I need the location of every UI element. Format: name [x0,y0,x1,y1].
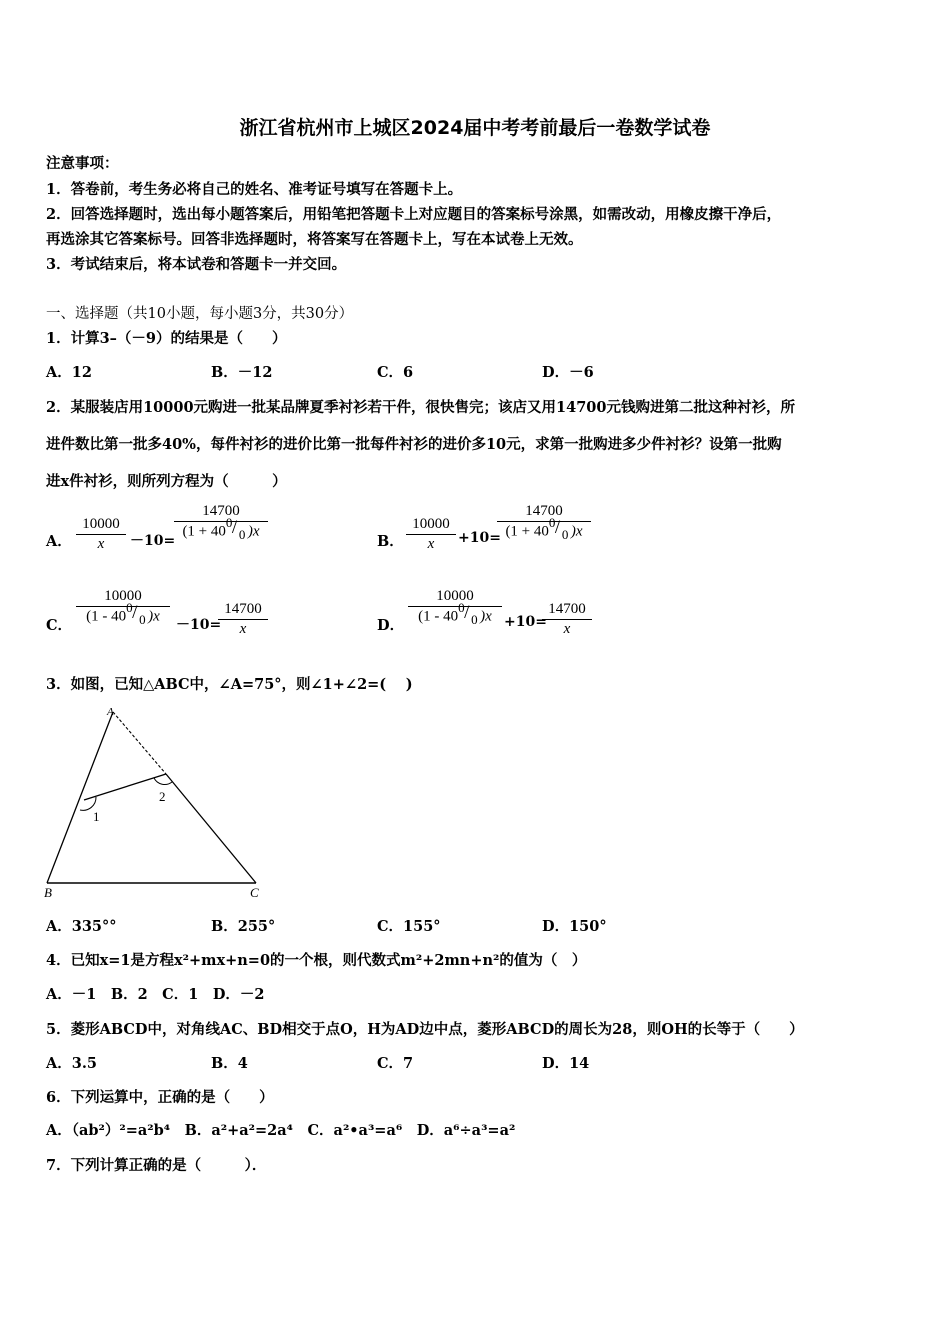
q5-option-a: A．3.5 [46,1055,97,1072]
q3-option-b: B．255° [211,918,276,935]
vertex-a-label: A [107,706,114,718]
q2-option-d-label: D． [377,617,405,634]
q2-d-left-fraction: 10000 (1 - 40 0 / 0 )x [408,588,502,626]
side-ad-dashed [113,712,166,774]
q2-stem-line: 进x件衬衫，则所列方程为（ ） [46,473,287,490]
q2-a-right-fraction: 14700 (1 + 40 0 / 0 )x [174,503,268,541]
q7-stem: 7．下列计算正确的是（ ）． [46,1157,267,1174]
q2-option-c-label: C． [46,617,73,634]
side-ab [47,712,113,883]
q1-option-c: C．6 [377,364,414,381]
q2-b-right-fraction: 14700 (1 + 40 0 / 0 )x [497,503,591,541]
vertex-c-label: C [250,885,259,900]
q3-triangle-figure [40,700,280,905]
q2-c-left-fraction: 10000 (1 - 40 0 / 0 )x [76,588,170,626]
section-heading: 一、选择题（共10小题，每小题3分，共30分） [46,306,354,322]
q1-option-d: D．－6 [542,364,594,381]
q4-stem: 4．已知x=1是方程x²+mx+n=0的一个根，则代数式m²+2mn+n²的值为（ ） [46,952,587,969]
vertex-b-label: B [44,885,52,900]
q2-a-left-fraction: 10000 x [76,516,126,553]
q1-stem: 1．计算3–（－9）的结果是（ ） [46,330,287,347]
q3-option-c: C．155° [377,918,441,935]
notice-item: 3．考试结束后，将本试卷和答题卡一并交回。 [46,256,347,273]
q6-stem: 6．下列运算中，正确的是（ ） [46,1089,274,1106]
q6-options: A．（ab²）²=a²b⁴ B．a²+a²=2a⁴ C．a²•a³=a⁶ D．a⁶÷a³=a² [46,1122,516,1139]
q1-option-b: B．－12 [211,364,273,381]
q2-b-left-fraction: 10000 x [406,516,456,553]
page-title: 浙江省杭州市上城区2024届中考考前最后一卷数学试卷 [239,117,711,139]
q2-d-operator: +10= [504,614,547,630]
q5-option-d: D．14 [542,1055,590,1072]
notice-item: 再选涂其它答案标号。回答非选择题时，将答案写在答题卡上，写在本试卷上无效。 [46,231,583,248]
angle1-label: 1 [93,809,100,824]
side-dc [166,774,256,883]
q2-option-b-label: B． [377,533,404,550]
q5-option-c: C．7 [377,1055,414,1072]
q1-option-a: A．12 [46,364,92,381]
q2-b-operator: +10= [458,530,501,546]
q2-c-operator: －10= [176,617,222,633]
notice-item: 1．答卷前，考生务必将自己的姓名、准考证号填写在答题卡上。 [46,181,463,198]
q5-option-b: B．4 [211,1055,248,1072]
notice-item: 2．回答选择题时，选出每小题答案后，用铅笔把答题卡上对应题目的答案标号涂黑，如需改动，用橡皮擦干净后， [46,206,782,223]
q2-stem-line: 2．某服装店用10000元购进一批某品牌夏季衬衫若干件，很快售完；该店又用14700元钱购进第二批这种衬衫，所 [46,399,795,416]
q2-c-right-fraction: 14700 x [218,601,268,638]
q4-options: A．－1 B．2 C．1 D．－2 [46,986,265,1003]
cut-line [84,774,166,800]
q3-option-a: A．335°° [46,918,117,935]
q3-option-d: D．150° [542,918,607,935]
q5-stem: 5．菱形ABCD中，对角线AC、BD相交于点O，H为AD边中点，菱形ABCD的周长为28，则OH的长等于（ ） [46,1021,804,1038]
q2-stem-line: 进件数比第一批多40%，每件衬衫的进价比第一批每件衬衫的进价多10元，求第一批购进多少件衬衫？设第一批购 [46,436,782,453]
q2-d-right-fraction: 14700 x [542,601,592,638]
q3-stem: 3．如图，已知△ABC中，∠A=75°，则∠1+∠2=( ) [46,676,413,693]
q2-option-a-label: A． [46,533,72,550]
angle2-label: 2 [159,789,166,804]
notice-heading: 注意事项： [46,155,119,172]
q2-a-operator: －10= [130,533,176,549]
